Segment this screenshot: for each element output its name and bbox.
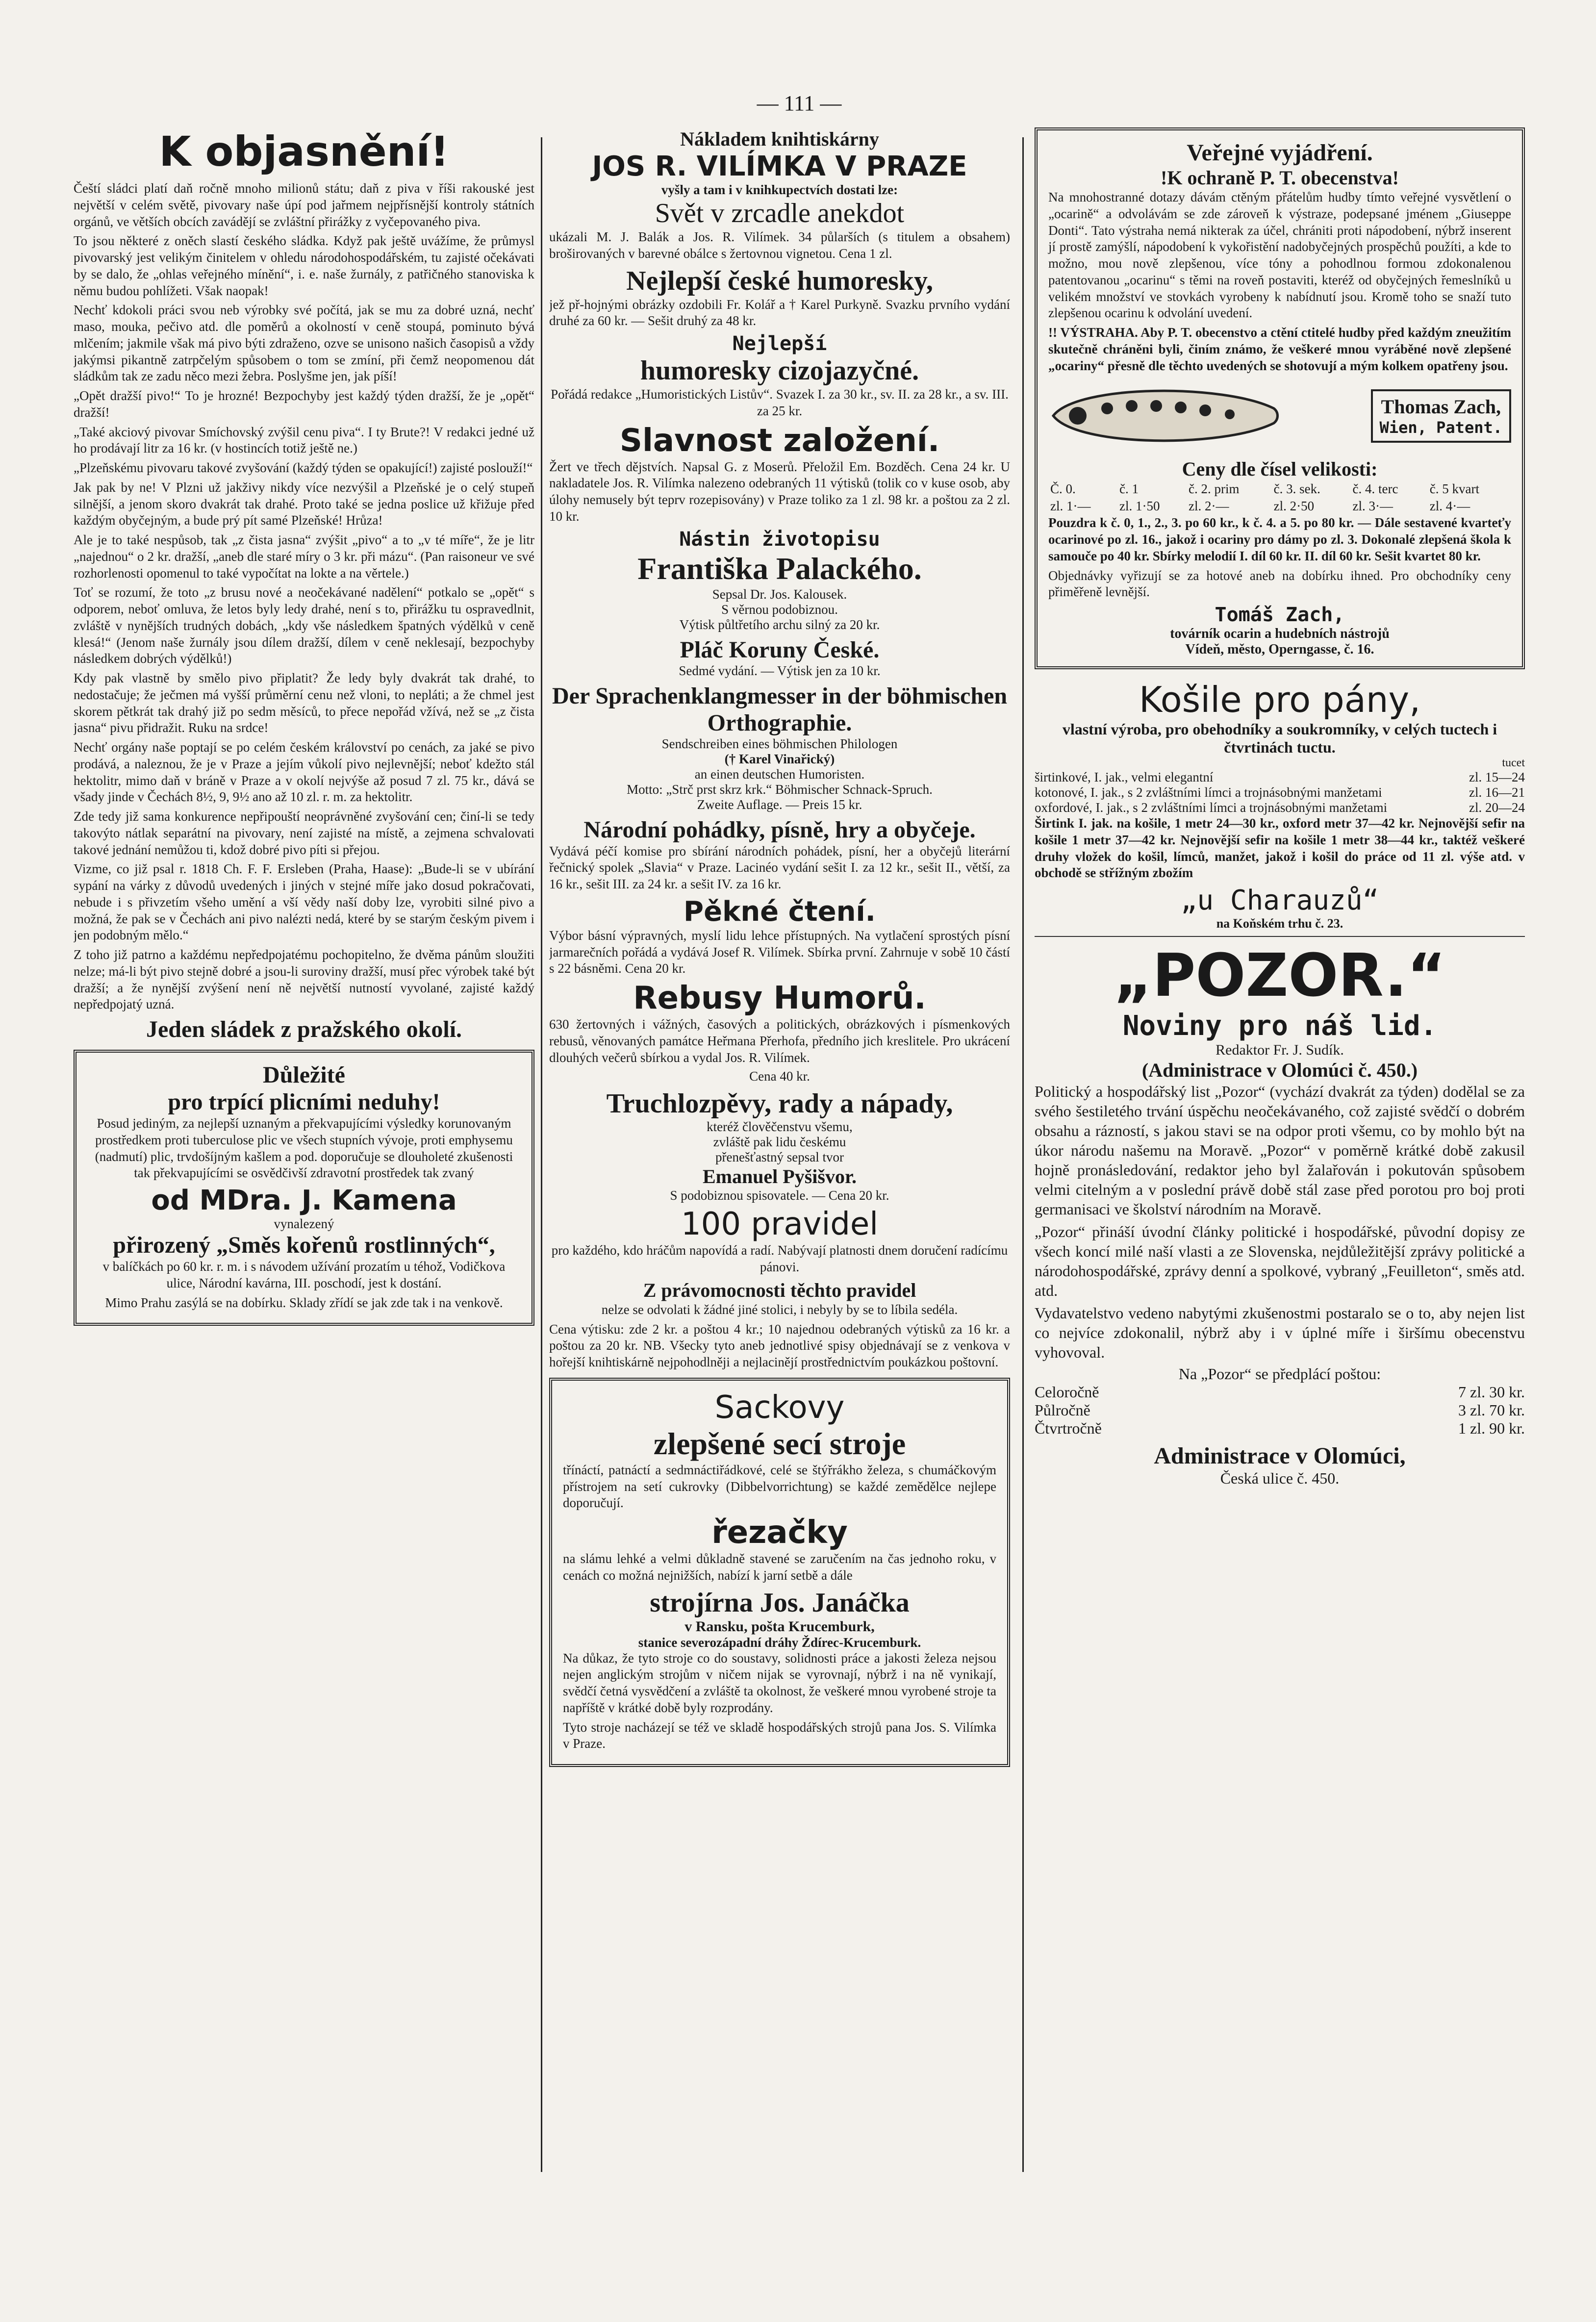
table-cell: č. 2. prim xyxy=(1188,481,1240,497)
ad-company: strojírna Jos. Janáčka xyxy=(650,1587,910,1618)
table-cell: zl. 3·— xyxy=(1352,499,1393,514)
publisher-line: Nákladem knihtiskárny xyxy=(680,128,879,150)
book-desc: Sepsal Dr. Jos. Kalousek. xyxy=(712,586,847,602)
paragraph: Toť se rozumí, že toto „z brusu nové a neočekávané nadělení“ potkalo se „opět“ s odporem, neboť omluva, že letos byly ledy drahé, není s to, přirážku tu ospravedlnit, zvláště v nynějších trudných dobách, „kdy vše následkem špatných výdělků v ceně klesá!“ (Jenom naše žurnály jsou dílem dražší, dílem v ceně neklesají, bezpochyby následkem dobrých výdělků!) xyxy=(74,585,534,666)
prices-title: Ceny dle čísel velikosti: xyxy=(1182,458,1378,480)
paragraph: Jak pak by ne! V Plzni už jakživy nikdy více nezvýšil a Plzeňské je o celý stupeň silnější, a jenom skoro dvakrát tak drahé. Proto také se jedna poslice už křižuje před každým obyčejným, a bude prý pít samé Plzeňské! Hrůza! xyxy=(74,480,534,528)
list-item xyxy=(1035,1419,1525,1438)
page-number: — 111 — xyxy=(757,91,842,115)
book-desc: Motto: „Strč prst skrz krk.“ Böhmischer Schnack-Spruch. xyxy=(627,782,933,797)
ad-body: Na důkaz, že tyto stroje co do soustavy, solidnosti práce a jakosti železa nejsou nejen anglickým strojům v ničem nijak se vyrovnají, nýbrž i na ně vynikají, svědčí četná vysvědčení a zvláště ta okolnost, že veškeré mnou vyrobené stroje ta napříště v krátké době byly rozprodány. xyxy=(563,1650,996,1715)
ad-logo-row xyxy=(1048,379,1511,453)
ad-signature: Tomáš Zach, xyxy=(1215,604,1345,626)
book-title: Nejlepší české humoresky, xyxy=(626,265,933,296)
book-desc: an einen deutschen Humoristen. xyxy=(694,766,865,782)
book-desc: Cena výtisku: zde 2 kr. a poštou 4 kr.; 10 najednou odebraných výtisků za 16 kr. a poštou za 20 kr. NB. Všecky tyto aneb jednotlivé spisy objednávají se z venkova v hořejší knihtiskárně nejpohodlněji a nejlacinějí prostřednictvím poukázkou poštovní. xyxy=(549,1321,1010,1369)
book-desc: ukázali M. J. Balák a Jos. R. Vilímek. 34 půlarších (s titulem a obsahem) broširovaných v barevné obálce s žertovnou vignetou. Cena 1 zl. xyxy=(549,229,1010,261)
book-author: Emanuel Pyšišvor. xyxy=(702,1165,857,1188)
unit-label: tucet xyxy=(1502,757,1525,769)
paragraph: Ale je to také nespůsob, tak „z čista jasna“ zvýšit „pivo“ a to „v té míře“, že je litr „najednou“ o 2 kr. dražší, „aneb dle staré míry o 3 kr. při mázu“. (Pan raisoneur ve své rozhorlenosti opomenul to také vypočítat na lokte a na věrtele.) xyxy=(74,532,534,580)
item-name: kotonové, I. jak., s 2 zvláštními límci a trojnásobnými manžetami xyxy=(1035,785,1382,800)
ad-product: přirozený „Směs kořenů rostlinných“, xyxy=(113,1232,495,1258)
table-cell: Č. 0. xyxy=(1050,481,1076,497)
ad-address: stanice severozápadní dráhy Ždírec-Krucemburk. xyxy=(638,1635,921,1650)
book-desc: Pořádá redakce „Humoristických Listův“. Svazek I. za 30 kr., sv. II. za 28 kr., a sv. III. za 25 kr. xyxy=(551,387,1009,418)
book-title: Truchlozpěvy, rady a nápady, xyxy=(606,1088,953,1119)
item-price: zl. 15—24 xyxy=(1469,770,1525,784)
editor-line: Redaktor Fr. J. Sudík. xyxy=(1216,1042,1344,1058)
ad-body: Pouzdra k č. 0, 1., 2., 3. po 60 kr., k č. 4. a 5. po 80 kr. — Dále sestavené kvarteťy ocarinové po zl. 16., jakož i ocariny pro dámy po zl. 3. Dokonalé zlepšená škola k samouče po 40 kr. Sbírky melodií I. díl 60 kr. II. díl 60 kr. Sešit kvartet 80 kr. xyxy=(1048,515,1511,563)
price-label: Celoročně xyxy=(1035,1383,1099,1401)
book-title: Františka Palackého. xyxy=(637,551,922,586)
ad-body: Vydavatelstvo vedeno nabytými zkušenostmi postaralo se o to, aby nejen list co nejvíce zdokonalil, nýbrž aby i v úplné míře i širšímu obecenstvu vyhovoval. xyxy=(1035,1304,1525,1361)
book-desc: pro každého, kdo hráčům napovídá a radí. Nabývají platnosti dnem doručení radícímu pánovi. xyxy=(551,1243,1008,1274)
ad-note: Mimo Prahu zasýlá se na dobírku. Sklady zřídí se jak zde tak i na venkově. xyxy=(105,1295,503,1310)
book-desc: Vydává péčí komise pro sbírání národních pohádek, písní, her a obyčejů literární řečnický spolek „Slavia“ v Praze. Lacinéo vydání sešit I. za 12 kr., sešit II., větší, za 16 kr., sešit III. za 24 kr. a sešit IV. za 16 kr. xyxy=(549,843,1010,891)
item-price: zl. 20—24 xyxy=(1469,800,1525,815)
book-title: humoresky cizojazyčné. xyxy=(640,355,919,386)
table-row xyxy=(1048,480,1511,498)
store-address: na Koňském trhu č. 23. xyxy=(1216,916,1343,931)
column-middle xyxy=(549,127,1010,2206)
paragraph: Z toho již patrno a každému nepředpojatému pochopitelno, že dvěma pánům sloužiti nelze; má-li být pivo stejně dobré a jsou-li suroviny dražší, musí přec výrobek také být dražší; a že nynější zvýšení není ně největší nutností vyvolané, zajisté každý nepředpojatý uzná. xyxy=(74,947,534,1012)
zach-logo-name: Thomas Zach, xyxy=(1381,395,1501,418)
shirt-price-list xyxy=(1035,770,1525,815)
advert-zach xyxy=(1035,127,1525,669)
ad-doctor: od MDra. J. Kamena xyxy=(151,1185,457,1216)
table-cell: č. 5 kvart xyxy=(1429,481,1480,497)
paragraph: „Také akciový pivovar Smíchovský zvýšil cenu piva“. I ty Brute?! V redakci jedné už ho prodávají litr za 16 kr. (v hostincích totiž ještě ne.) xyxy=(74,424,534,456)
table-cell: zl. 4·— xyxy=(1429,499,1470,514)
ad-by: vynalezený xyxy=(274,1216,334,1231)
divider xyxy=(1035,936,1525,937)
paragraph: Nechť kdokoli práci svou neb výrobky své počítá, jak se mu za dobré uzná, nechť maso, mouka, pečivo atd. dle poměrů a okolností v ceně stoupá, pominuto bývá mlčením; jakmile však má pivo býti zdraženo, ozve se unisono našich časopisů a vždy jakýmsi pikantně zatrpčelým spůsobem o tom se zmíní, při čemž neopomenou dát sládkům tak ze zadu něco mezi žebra. Poslyšme jen, jak píší! xyxy=(74,303,534,384)
ad-warning: !! VÝSTRAHA. Aby P. T. obecenstvo a ctění ctitelé hudby před každým zneužitím skutečně chráněni byli, činím známo, že veškeré mnou vyráběné nově zlepšené „ocariny“ přesně dle těchto uvedených se shotovují a mým kolkem opatřeny jsou. xyxy=(1048,325,1511,373)
ad-body: Politický a hospodářský list „Pozor“ (vychází dvakrát za týden) dodělal se za svého šestiletého trvání úspěchu neočekávaného, což zajisté svědčí o dobrém obsahu a rázností, s jakou stavi se na odpor proti všemu, co by mohlo být na úkor národu našemu na Moravě. „Pozor“ v poměrně krátké době zakusil hojně pronásledování, redaktor jeho byl žalařován i pokutován spůsobem velmi citelným a v poslední právě době stál zase před porotou pro boj proti germanisaci ve školství národním na Moravě. xyxy=(1035,1083,1525,1218)
column-right xyxy=(1035,127,1525,2206)
book-desc: nelze se odvolati k žádné jiné stolici, i nebyly by se to líbila sedéla. xyxy=(601,1302,958,1317)
subscription-prices xyxy=(1035,1383,1525,1438)
book-desc: S věrnou podobiznou. xyxy=(721,602,838,617)
book-desc: Sedmé vydání. — Výtisk jen za 10 kr. xyxy=(679,663,881,678)
book-pretitle: Nástin životopisu xyxy=(679,528,880,551)
book-desc: Zweite Auflage. — Preis 15 kr. xyxy=(697,797,862,812)
item-price: zl. 16—21 xyxy=(1469,785,1525,800)
book-desc: přenešťastný sepsal tvor xyxy=(715,1150,844,1165)
book-title: Slavnost založení. xyxy=(619,422,940,459)
paragraph: Vizme, co již psal r. 1818 Ch. F. F. Ersleben (Praha, Haase): „Bude-li se v ubírání sypání na várky z důvodů uvedených i jiných v stejné míře jako dosud pokračovati, nebude i s přivzetím všeho umění a vší vědy naší doby lze, vyrobiti silné pivo a možná, že pak se v Čechách ani pivo nalézti nedá, které by se starým českým pivem i jen podobným mělo.“ xyxy=(74,861,534,943)
article-title: K objasnění! xyxy=(159,127,449,176)
zach-logo-patent: Wien, Patent. xyxy=(1379,418,1502,437)
administration-line: (Administrace v Olomúci č. 450.) xyxy=(1141,1059,1418,1081)
book-desc: Žert ve třech dějstvích. Napsal G. z Moserů. Přeložil Em. Bozděch. Cena 24 kr. U nakladatele Jos. R. Vilímka nalezeno odebraných 11 výtisků (tolik co v kuse osob, aby úlohy nemusely být teprv rozepisovány) v Praze toliko za 1 zl. 98 kr. a poštou za 2 zl. 10 kr. xyxy=(549,459,1010,524)
ocarina-icon xyxy=(1048,379,1284,453)
advert-janacek xyxy=(549,1378,1010,1767)
book-desc: Výbor básní výpravných, myslí lidu lehce přístupných. Na vytlačení sprostých písní jarmarečních pořádá a vydává Josef R. Vilímek. Sbírka první. Zahrnuje v sobě 10 částí s 22 básněmi. Cena 20 kr. xyxy=(549,928,1010,976)
ad-subheading: vlastní výroba, pro obehodníky a soukromníky, v celých tuctech i čtvrtinách tuctu. xyxy=(1062,720,1497,756)
book-desc: S podobiznou spisovatele. — Cena 20 kr. xyxy=(670,1188,889,1203)
ad-heading: Košile pro pány, xyxy=(1139,679,1420,720)
administration-address: Česká ulice č. 450. xyxy=(1220,1469,1340,1487)
column-rule xyxy=(1022,137,1024,2172)
ad-heading: zlepšené secí stroje xyxy=(653,1426,906,1461)
ad-signature: Vídeň, město, Operngasse, č. 16. xyxy=(1185,642,1374,657)
paragraph: „Opět dražší pivo!“ To je hrozné! Bezpochyby jest každý týden dražší, že je „opět“ dražší! xyxy=(74,388,534,420)
ad-signature: továrník ocarin a hudebních nástrojů xyxy=(1170,626,1390,641)
item-name: oxfordové, I. jak., s 2 zvláštními límci a trojnásobnými manžetami xyxy=(1035,800,1388,815)
paragraph: „Plzeňskému pivovaru takové zvyšování (každý týden se opakující!) zajisté poslouží!“ xyxy=(74,460,533,475)
ad-address: v Ransku, pošta Krucemburk, xyxy=(684,1618,875,1635)
ad-body: Tyto stroje nacházejí se též ve skladě hospodářských strojů pana Jos. S. Vilímka v Praze. xyxy=(563,1719,996,1751)
paragraph: Nechť orgány naše poptají se po celém českém království po cenách, za jaké se pivo prodává, a naleznou, že je v Praze a jejím vůkolí pivo nejlevnější; neboť kdežto stál hektolitr, mimo daň v bráně v Praze a v okolí nejvýše až posud 7 zl. 75 kr., dává se všady jinde v Čechách 8½, 9, 9½ ano až 10 zl. r. m. za hektolitr. xyxy=(74,740,534,805)
list-item xyxy=(1035,800,1525,815)
book-title: Pěkné čtení. xyxy=(684,895,876,928)
ad-subheading: !K ochraně P. T. obecenstva! xyxy=(1161,167,1399,189)
ad-subheading: pro trpící plicními neduhy! xyxy=(168,1089,440,1115)
price-label: Čtvrtročně xyxy=(1035,1419,1102,1437)
ad-body: Na mnohostranné dotazy dávám ctěným přátelům hudby tímto veřejné vysvětlení o „ocarině“ a odvolávám se zde zároveň k výstraze, podepsané jménem „Giuseppe Donti“. Tato výstraha nemá nikterak za účel, chrániti proti nápodobení, nýbrž inserent jí prostě zamýšlí, nápodobení k vykořistění nadobyčejných prospěchů použíti, a kde to možno, mou nově zlepšenou, více tóny a pohodlnou formou zdokonalenou patentovanou „ocarinu“ s těmi na roveň postaviti, kteréž od obyčejných řemeslníků u velikém množství ve stovkách vyrobeny k nabídnutí jsou. Kromě toho se snaží tuto zlepšenou ocarinu k odvolání uvedení. xyxy=(1048,190,1511,321)
store-name: „u Charauzů“ xyxy=(1180,884,1379,916)
list-item xyxy=(1035,785,1525,800)
book-desc: († Karel Vinařický) xyxy=(724,751,835,766)
table-cell: zl. 1·50 xyxy=(1119,499,1160,514)
price-value: 1 zl. 90 kr. xyxy=(1458,1419,1525,1437)
ad-body: třínáctí, patnáctí a sedmnáctiřádkové, celé se štýřrákho železa, s chumáčkovým přístrojem na setí cukrovky (Dibbelvorrichtung) se každé zemědělce nejlepe doporučují. xyxy=(563,1462,996,1511)
subscription-title: Na „Pozor“ se předplácí poštou: xyxy=(1178,1365,1381,1383)
article-body xyxy=(74,180,534,1013)
column-left xyxy=(74,127,534,2206)
list-item xyxy=(1035,1401,1525,1419)
ad-body: na slámu lehké a velmi důkladně stavené se zaručením na čas jednoho roku, v cenách co možná nejnižších, nabízí k jarní setbě a dále xyxy=(563,1551,996,1583)
list-item xyxy=(1035,770,1525,785)
book-desc: zvláště pak lidu českému xyxy=(713,1135,846,1150)
paragraph: Čeští sládci platí daň ročně mnoho milionů státu; daň z piva v říši rakouské jest největší v celém světě, pivovary naše úpí pod jařmem nejpřísnější kontroly státních orgánů, ve větších obcích zavádějí se zvláštní přirážky z vyčepovaného piva. xyxy=(74,181,534,229)
paragraph: To jsou některé z oněch slastí českého sládka. Když pak ještě uvážíme, že průmysl pivovarský jest velikým činitelem v ohledu národohospodářském, tu zajisté očekávati by se dalo, že „ohlas veřejného mínění“, i. e. naše žurnály, z patřičného stanoviska k němu budou pohlížeti. Však naopak! xyxy=(74,233,534,298)
book-title: Národní pohádky, písně, hry a obyčeje. xyxy=(583,816,976,843)
price-value: 3 zl. 70 kr. xyxy=(1458,1401,1525,1419)
article-signature: Jeden sládek z pražského okolí. xyxy=(146,1016,462,1042)
table-cell: č. 3. sek. xyxy=(1273,481,1320,497)
ad-heading: Veřejné vyjádření. xyxy=(1187,140,1373,166)
publisher-firm: JOS R. VILÍMKA V PRAZE xyxy=(592,151,967,182)
book-desc: Výtisk půltřetího archu silný za 20 kr. xyxy=(679,617,880,632)
item-name: širtinkové, I. jak., velmi elegantní xyxy=(1035,770,1214,784)
ad-body: Širtink I. jak. na košile, 1 metr 24—30 kr., oxford metr 37—42 kr. Nejnovější sefir na košile 1 metr 37—42 kr. Nejnovější sefir na košile 1 metr 38—44 kr., taktéž veškeré druhy vložek do košil, límců, manžet, jakož i košil do práce od 11 zl. výše atd. v obchodě se střížným zbožím xyxy=(1035,816,1525,881)
book-title: 100 pravidel xyxy=(681,1206,879,1243)
prices-table xyxy=(1048,480,1511,515)
ad-body: Posud jediným, za nejlepší uznaným a překvapujícími výsledky korunovaným prostředkem proti tuberculose plic ve všech stupních vývoje, proti emphysemu (nadmutí) plic, trvdošíjným kašlem a pod. doporučuje se dlouholeté zkušenosti tak překvapujícími se osvědčivší zdravotní prostředek tak zvaný xyxy=(95,1116,513,1181)
paragraph: Zde tedy již sama konkurence nepřipouští neoprávněné zvyšování cen; činí-li se tedy takovýto nátlak separátní na pivovary, není zajisté na místě, a zejmena schvalovati takové jednání nemůžou ti, kdož dobré pivo píti si přejou. xyxy=(74,809,534,857)
ad-body: Objednávky vyřizují se za hotové aneb na dobírku ihned. Pro obchodníky ceny přiměřeně levnější. xyxy=(1048,568,1511,600)
table-cell: zl. 2·— xyxy=(1188,499,1229,514)
book-title: Pláč Koruny České. xyxy=(680,636,880,663)
book-subtitle: Z právomocnosti těchto pravidel xyxy=(643,1279,916,1301)
ad-heading: Sackovy xyxy=(714,1389,845,1426)
book-desc: Sendschreiben eines böhmischen Philologen xyxy=(661,736,898,751)
ad-price: v balíčkách po 60 kr. r. m. i s návodem užívání prozatím u téhož, Vodičkova ulice, Národní kavárna, III. poschodí, jest k dostání. xyxy=(102,1259,506,1290)
book-title: Svět v zrcadle anekdot xyxy=(655,198,905,228)
price-value: 7 zl. 30 kr. xyxy=(1458,1383,1525,1401)
zach-logo xyxy=(1371,389,1511,443)
ad-heading: Důležité xyxy=(263,1062,345,1088)
price-label: Půlročně xyxy=(1035,1401,1090,1419)
book-title: Rebusy Humorů. xyxy=(633,980,926,1016)
ad-heading: „POZOR.“ xyxy=(1114,942,1446,1010)
book-pretitle: Nejlepší xyxy=(732,332,827,355)
ad-body: „Pozor“ přináší úvodní články politické i hospodářské, původní dopisy ze všech koncí milé naší vlasti a ze Slovenska, nejdůležitější zprávy politické a národohospodářské, zprávy denní a spolkové, vybraný „Feuilleton“, směs atd. atd. xyxy=(1035,1223,1525,1299)
book-desc: 630 žertovných i vážných, časových a politických, obrázkových i písmenkových rebusů, věnovaných památce Heřmana Přerhofa, předního jich kreslitele. Pro ukrácení dlouhých večerů sbírkou a vydal Jos. R. Vilímek. xyxy=(549,1017,1010,1065)
administration-line: Administrace v Olomúci, xyxy=(1154,1443,1406,1469)
paragraph: Kdy pak vlastně by smělo pivo připlatit? Že ledy byly dvakrát tak drahé, to nedostačuje; že ječmen má vyšší průměrní cenu než vloni, to nepláti; a že chmel jest skorem pětkrát tak drahý již po sedm měsíců, to přece nepořád vžívá, než se „z čista jasna“ pivu přidražit. Ruku na srdce! xyxy=(74,671,534,735)
book-title: Der Sprachenklangmesser in der böhmischen Orthographie. xyxy=(552,682,1008,736)
table-cell: č. 4. terc xyxy=(1352,481,1398,497)
book-price: Cena 40 kr. xyxy=(749,1069,810,1084)
book-desc: kteréž člověčenstvu všemu, xyxy=(707,1119,853,1135)
table-cell: zl. 2·50 xyxy=(1273,499,1315,514)
book-desc: jež př-hojnými obrázky ozdobili Fr. Kolář a † Karel Purkyně. Svazku prvního vydání druhé za 60 kr. — Sešit druhý za 48 kr. xyxy=(549,297,1010,328)
table-cell: č. 1 xyxy=(1119,481,1139,497)
publisher-sub: vyšly a tam i v knihkupectvích dostati lze: xyxy=(661,182,898,197)
table-cell: zl. 1·— xyxy=(1050,499,1091,514)
column-rule xyxy=(541,137,542,2172)
list-item xyxy=(1035,1383,1525,1401)
table-row xyxy=(1048,498,1511,515)
advert-kamen xyxy=(74,1050,534,1326)
ad-heading: řezačky xyxy=(711,1514,848,1551)
ad-subheading: Noviny pro náš lid. xyxy=(1122,1010,1437,1042)
